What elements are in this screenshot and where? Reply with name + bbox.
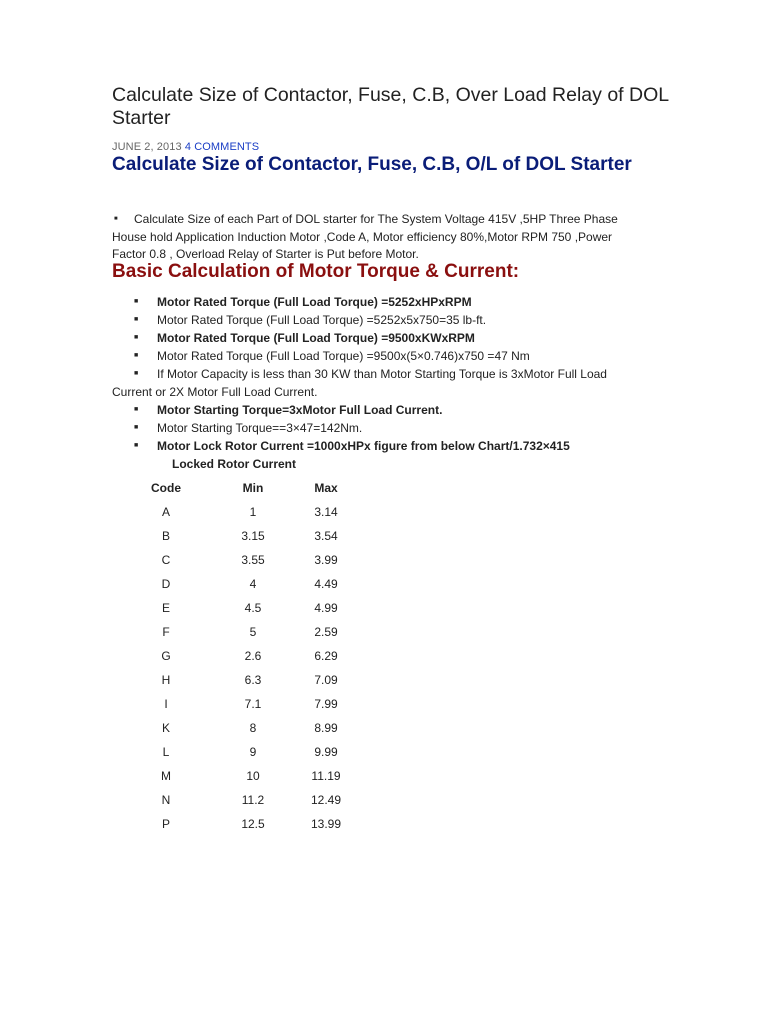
intro-text: Calculate Size of each Part of DOL starter for The System Voltage 415V ,5HP Three Phase House hold Application Induction Motor ,Code A, Motor efficiency 80%,Motor RPM 750 ,Power Factor 0.8 , Overload Relay of Starter is Put before Motor. bbox=[112, 212, 618, 261]
intro-list bbox=[112, 211, 632, 264]
column-header-code: Code bbox=[151, 481, 181, 495]
list-item-text: Motor Starting Torque=3xMotor Full Load Current. bbox=[157, 403, 443, 417]
cell-min: 5 bbox=[249, 625, 257, 639]
cell-code: D bbox=[161, 577, 171, 591]
cell-min: 11.2 bbox=[241, 793, 265, 807]
comments-link[interactable]: 4 COMMENTS bbox=[184, 141, 260, 153]
cell-code: B bbox=[161, 529, 170, 543]
bullet-icon: ■ bbox=[134, 298, 139, 305]
bullet-icon: ■ bbox=[134, 424, 139, 431]
cell-code: E bbox=[161, 601, 170, 615]
table-row bbox=[127, 596, 351, 620]
cell-max: 3.54 bbox=[314, 529, 338, 543]
bullet-icon: ■ bbox=[114, 216, 118, 222]
list-item bbox=[112, 401, 642, 419]
list-item-text: Motor Rated Torque (Full Load Torque) =5252x5x750=35 lb-ft. bbox=[157, 313, 487, 327]
cell-max: 12.49 bbox=[310, 793, 342, 807]
cell-min: 7.1 bbox=[244, 697, 262, 711]
cell-max: 13.99 bbox=[310, 817, 342, 831]
table-row bbox=[127, 812, 351, 836]
cell-min: 4 bbox=[249, 577, 257, 591]
table-row bbox=[127, 788, 351, 812]
cell-code: K bbox=[161, 721, 170, 735]
cell-min: 3.15 bbox=[241, 529, 265, 543]
bullet-icon: ■ bbox=[134, 442, 139, 449]
cell-max: 4.99 bbox=[314, 601, 338, 615]
bullet-icon: ■ bbox=[134, 370, 139, 377]
table-row bbox=[127, 740, 351, 764]
cell-max: 8.99 bbox=[314, 721, 338, 735]
cell-max: 9.99 bbox=[314, 745, 338, 759]
column-header-min: Min bbox=[242, 481, 264, 495]
bullet-icon: ■ bbox=[134, 406, 139, 413]
cell-min: 3.55 bbox=[241, 553, 265, 567]
table-row bbox=[127, 548, 351, 572]
table-caption: Locked Rotor Current bbox=[172, 457, 297, 471]
table-body bbox=[127, 500, 351, 836]
cell-min: 9 bbox=[249, 745, 257, 759]
list-item-text: If Motor Capacity is less than 30 KW than Motor Starting Torque is 3xMotor Full Load Current or 2X Motor Full Load Current. bbox=[112, 367, 607, 399]
cell-max: 3.14 bbox=[314, 505, 338, 519]
cell-code: I bbox=[164, 697, 168, 711]
list-item bbox=[112, 437, 642, 455]
cell-min: 1 bbox=[249, 505, 257, 519]
list-item bbox=[112, 329, 642, 347]
list-item-text: Motor Rated Torque (Full Load Torque) =5252xHPxRPM bbox=[157, 295, 472, 309]
intro-item bbox=[112, 211, 632, 264]
table-row bbox=[127, 644, 351, 668]
bullet-icon: ■ bbox=[134, 316, 139, 323]
column-header-max: Max bbox=[314, 481, 338, 495]
post-meta bbox=[112, 141, 259, 153]
list-item bbox=[112, 419, 642, 437]
page-title: Calculate Size of Contactor, Fuse, C.B, Over Load Relay of DOL Starter bbox=[112, 84, 669, 129]
cell-min: 8 bbox=[249, 721, 257, 735]
list-item bbox=[112, 293, 642, 311]
cell-max: 4.49 bbox=[314, 577, 338, 591]
table-row bbox=[127, 572, 351, 596]
cell-code: N bbox=[161, 793, 171, 807]
cell-code: M bbox=[161, 769, 171, 783]
cell-code: H bbox=[161, 673, 171, 687]
cell-max: 7.99 bbox=[314, 697, 338, 711]
cell-max: 3.99 bbox=[314, 553, 338, 567]
list-item-text: Motor Rated Torque (Full Load Torque) =9500x(5×0.746)x750 =47 Nm bbox=[157, 349, 530, 363]
cell-max: 6.29 bbox=[314, 649, 338, 663]
table-row bbox=[127, 620, 351, 644]
list-item-text: Motor Lock Rotor Current =1000xHPx figure from below Chart/1.732×415 bbox=[157, 439, 570, 453]
cell-max: 2.59 bbox=[314, 625, 338, 639]
cell-code: C bbox=[161, 553, 171, 567]
table-row bbox=[127, 716, 351, 740]
table-row bbox=[127, 692, 351, 716]
table-header-row bbox=[127, 476, 351, 500]
post-date: JUNE 2, 2013 bbox=[112, 141, 182, 153]
list-item-text: Motor Rated Torque (Full Load Torque) =9500xKWxRPM bbox=[157, 331, 475, 345]
list-item bbox=[112, 311, 642, 329]
cell-min: 10 bbox=[246, 769, 260, 783]
cell-max: 7.09 bbox=[314, 673, 338, 687]
calc-list bbox=[112, 293, 642, 455]
table-row bbox=[127, 668, 351, 692]
locked-rotor-table bbox=[127, 476, 351, 836]
table-row bbox=[127, 524, 351, 548]
cell-min: 6.3 bbox=[244, 673, 262, 687]
post-title: Calculate Size of Contactor, Fuse, C.B, O/L of DOL Starter bbox=[112, 154, 632, 175]
bullet-icon: ■ bbox=[134, 352, 139, 359]
bullet-icon: ■ bbox=[134, 334, 139, 341]
cell-code: A bbox=[161, 505, 170, 519]
list-item bbox=[112, 365, 642, 401]
cell-min: 4.5 bbox=[244, 601, 262, 615]
cell-code: F bbox=[162, 625, 170, 639]
list-item-text: Motor Starting Torque==3×47=142Nm. bbox=[157, 421, 363, 435]
list-item bbox=[112, 347, 642, 365]
table-row bbox=[127, 764, 351, 788]
cell-min: 12.5 bbox=[241, 817, 265, 831]
cell-code: L bbox=[162, 745, 170, 759]
cell-min: 2.6 bbox=[244, 649, 262, 663]
table-row bbox=[127, 500, 351, 524]
cell-max: 11.19 bbox=[311, 769, 341, 783]
cell-code: G bbox=[161, 649, 171, 663]
section-title: Basic Calculation of Motor Torque & Current: bbox=[112, 261, 520, 282]
cell-code: P bbox=[161, 817, 170, 831]
